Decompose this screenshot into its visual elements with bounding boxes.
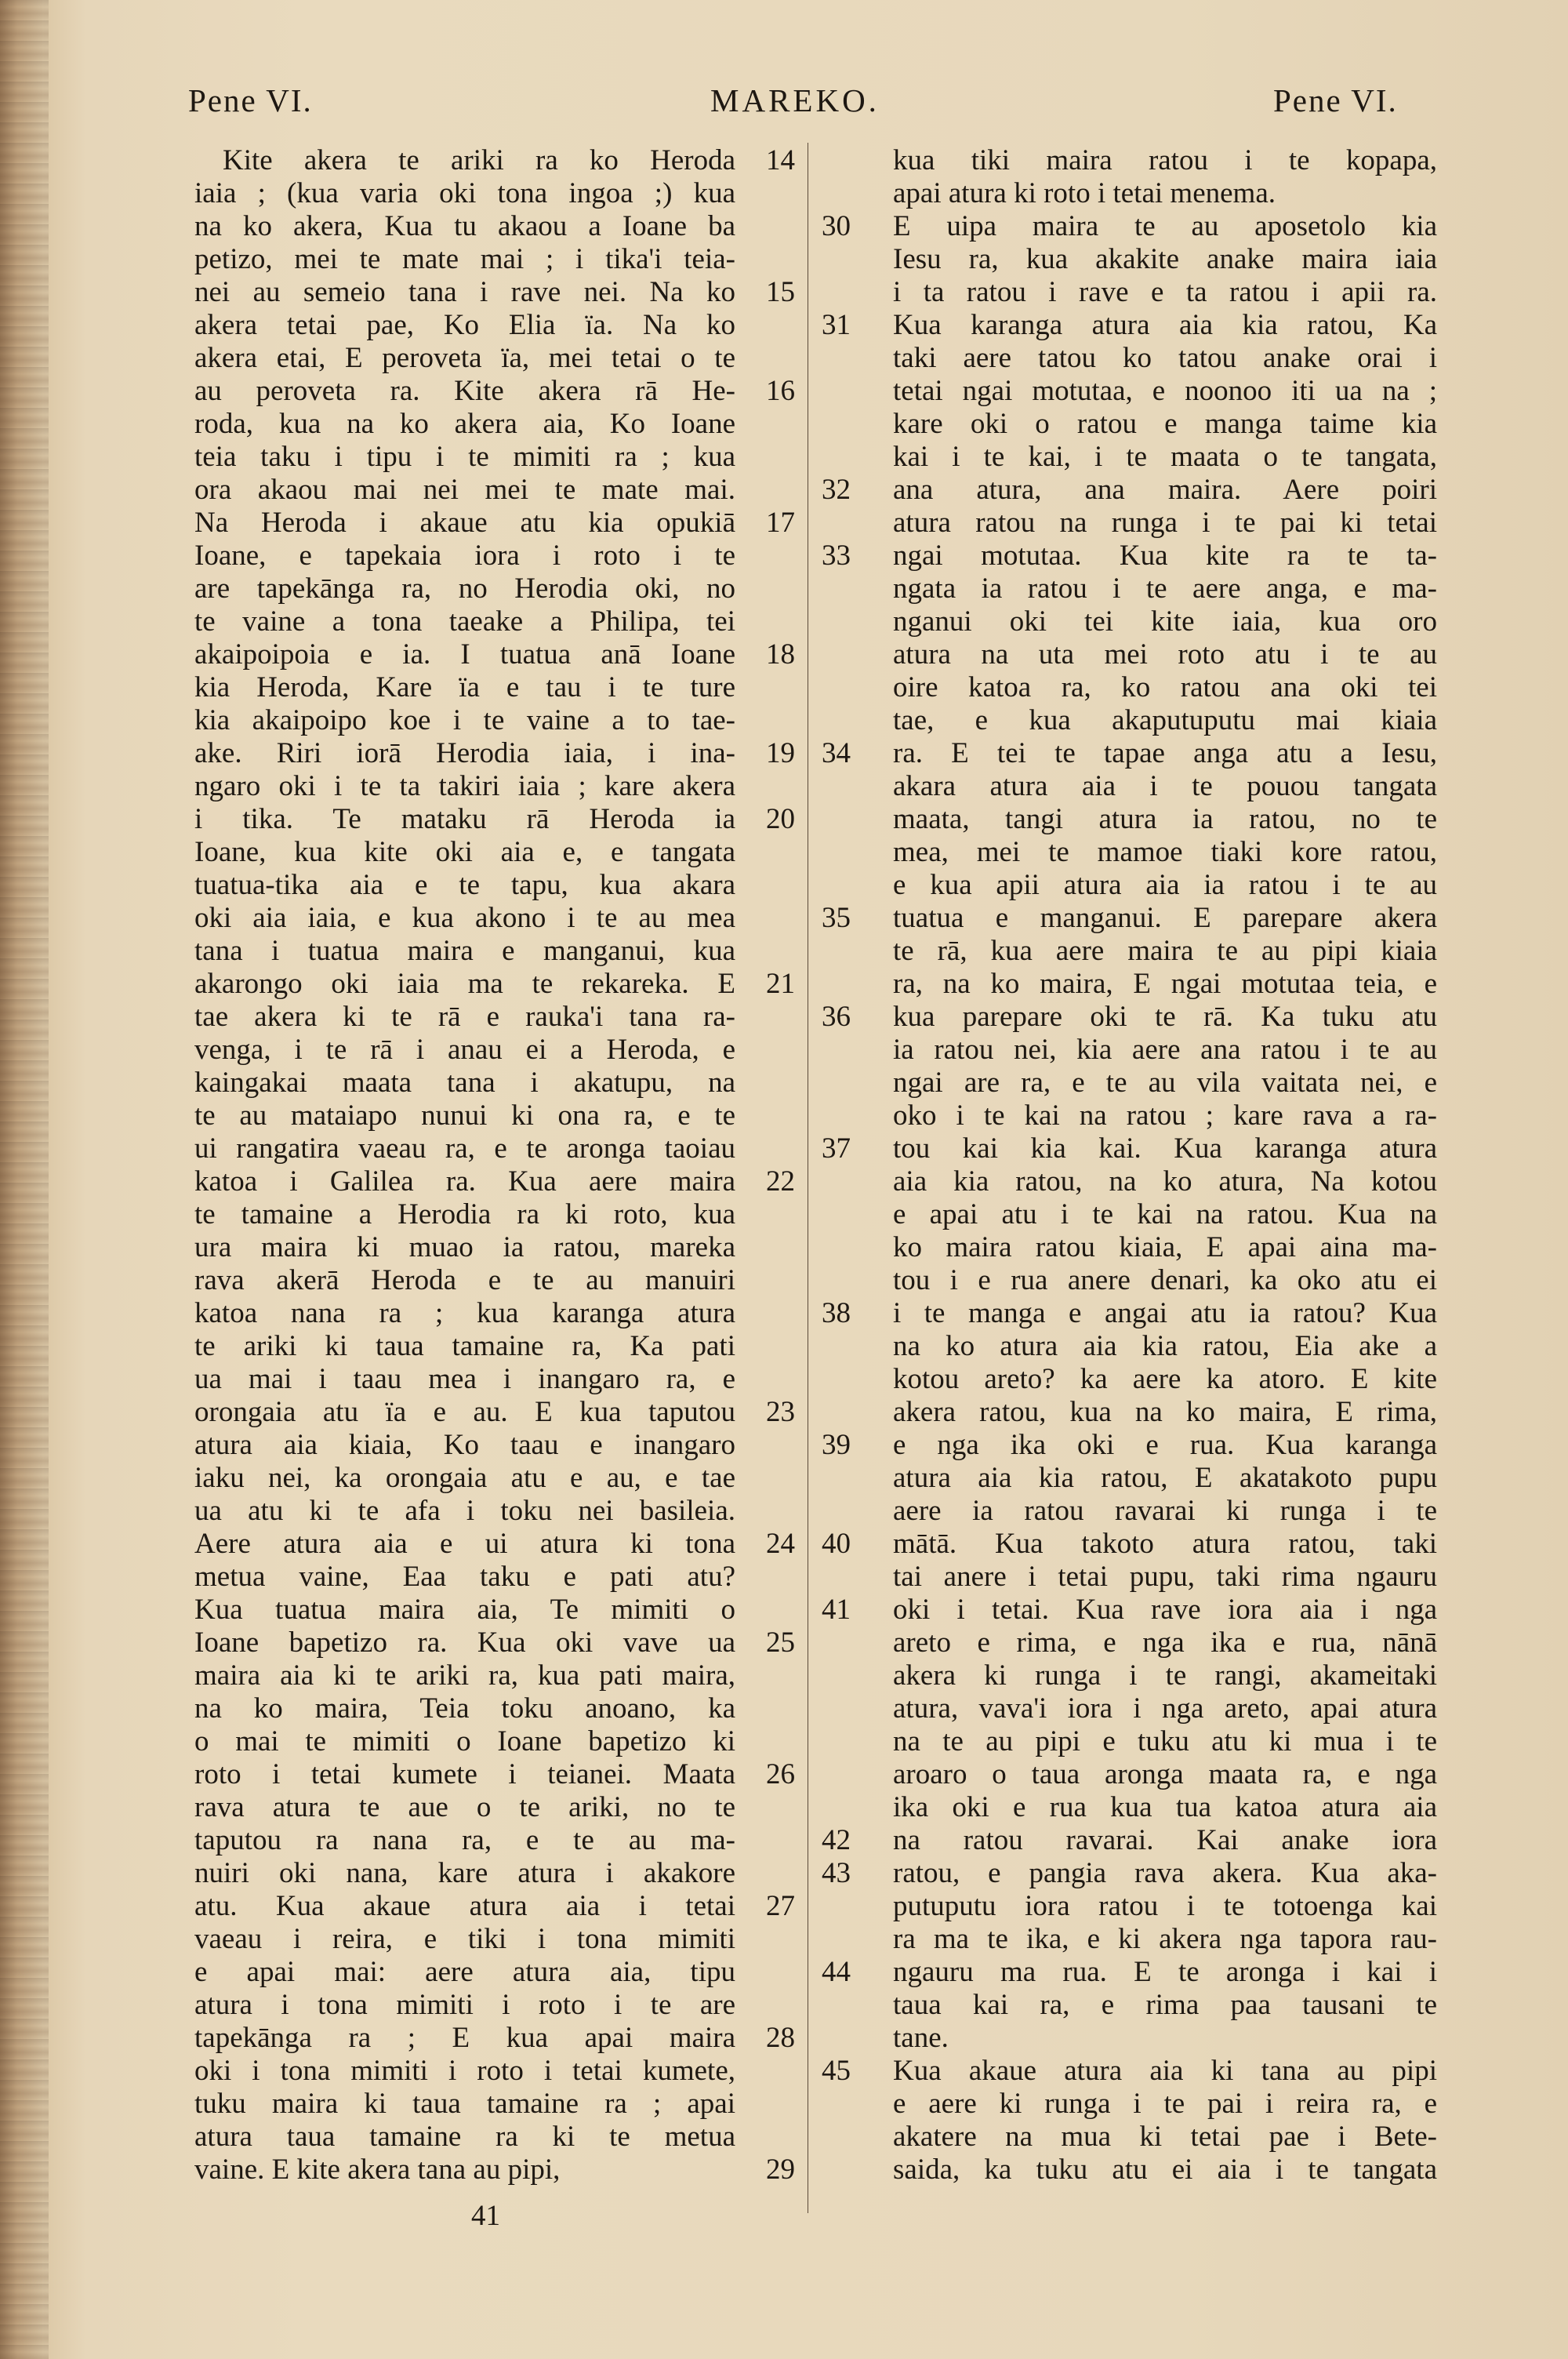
text-line <box>194 1034 798 1067</box>
text-line <box>822 1132 1439 1165</box>
text-line <box>857 441 1439 474</box>
text-line <box>194 2121 798 2154</box>
text-line <box>857 1627 1439 1659</box>
running-head-left: Pene VI. <box>188 82 313 118</box>
verse-number: 38 <box>822 1297 851 1329</box>
text-line <box>857 177 1439 210</box>
line-text: nuiri oki nana, kare atura i akakore <box>194 1857 735 1889</box>
line-text: oki i tona mimiti i roto i tetai kumete, <box>194 2055 735 2087</box>
text-line <box>822 737 1439 770</box>
text-line <box>857 1989 1439 2022</box>
line-text: areto e rima, e nga ika e rua, nānā <box>893 1627 1437 1659</box>
text-line <box>194 1857 798 1890</box>
text-line <box>194 2088 798 2121</box>
text-line <box>194 1330 798 1363</box>
text-line <box>194 1692 798 1725</box>
line-text: iaku nei, ka orongaia atu e au, e tae <box>194 1462 735 1494</box>
line-text: tana i tuatua maira e manganui, kua <box>194 935 735 967</box>
text-line <box>194 375 798 408</box>
text-line <box>857 572 1439 605</box>
verse-number: 17 <box>766 507 795 539</box>
text-line <box>194 1495 798 1528</box>
text-line <box>194 1165 798 1198</box>
line-text: aere ia ratou ravarai ki runga i te <box>893 1495 1437 1527</box>
text-line <box>822 1594 1439 1627</box>
line-text: te vaine a tona taeake a Philipa, tei <box>194 605 735 638</box>
text-line <box>857 1067 1439 1100</box>
line-text: vaine. E kite akera tana au pipi, <box>194 2154 561 2186</box>
line-text: Ioane, kua kite oki aia e, e tangata <box>194 836 735 868</box>
running-head-right: Pene VI. <box>1273 82 1398 118</box>
text-line <box>194 1297 798 1330</box>
text-line <box>194 605 798 638</box>
text-line <box>194 1264 798 1297</box>
line-text: mea, mei te mamoe tiaki kore ratou, <box>893 836 1437 868</box>
line-text: na te au pipi e tuku atu ki mua i te <box>893 1725 1437 1757</box>
verse-number: 34 <box>822 737 851 769</box>
line-text: akera tetai pae, Ko Elia ïa. Na ko <box>194 309 735 341</box>
line-text: atura i tona mimiti i roto i te are <box>194 1989 735 2021</box>
line-text: ia ratou nei, kia aere ana ratou i te au <box>893 1034 1437 1066</box>
text-line <box>857 770 1439 803</box>
line-text: atu. Kua akaue atura aia i tetai <box>194 1890 735 1922</box>
text-line <box>194 869 798 902</box>
line-text: mātā. Kua takoto atura ratou, taki <box>893 1528 1437 1560</box>
line-text: Na Heroda i akaue atu kia opukiā <box>194 507 735 539</box>
verse-number: 36 <box>822 1001 851 1033</box>
text-line <box>857 605 1439 638</box>
text-line <box>857 2022 1439 2055</box>
line-text: atura na uta mei roto atu i te au <box>893 638 1437 671</box>
line-text: te ariki ki taua tamaine ra, Ka pati <box>194 1330 735 1362</box>
line-text: orongaia atu ïa e au. E kua taputou <box>194 1396 735 1428</box>
text-line <box>194 671 798 704</box>
line-text: ana atura, ana maira. Aere poiri <box>893 474 1437 506</box>
verse-number: 25 <box>766 1627 795 1659</box>
text-line <box>857 1692 1439 1725</box>
text-line <box>822 1956 1439 1989</box>
text-line <box>194 408 798 441</box>
line-text: oki i tetai. Kua rave iora aia i nga <box>893 1594 1437 1626</box>
verse-number: 22 <box>766 1165 795 1198</box>
text-line <box>857 1462 1439 1495</box>
line-text: saida, ka tuku atu ei aia i te tangata <box>893 2154 1437 2186</box>
line-text: maira aia ki te ariki ra, kua pati maira, <box>194 1659 735 1692</box>
line-text: teia taku i tipu i te mimiti ra ; kua <box>194 441 735 473</box>
line-text: tane. <box>893 2022 949 2054</box>
verse-number: 21 <box>766 968 795 1000</box>
text-line <box>194 1528 798 1561</box>
line-text: kare oki o ratou e manga taime kia <box>893 408 1437 440</box>
line-text: iaia ; (kua varia oki tona ingoa ;) kua <box>194 177 735 209</box>
text-line <box>194 1956 798 1989</box>
line-text: kai i te kai, i te maata o te tangata, <box>893 441 1437 473</box>
text-line <box>822 309 1439 342</box>
line-text: atura aia kiaia, Ko taau e inangaro <box>194 1429 735 1461</box>
text-line <box>857 1791 1439 1824</box>
text-line <box>857 342 1439 375</box>
text-line <box>194 1594 798 1627</box>
line-text: o mai te mimiti o Ioane bapetizo ki <box>194 1725 735 1757</box>
text-line <box>194 902 798 935</box>
line-text: katoa nana ra ; kua karanga atura <box>194 1297 735 1329</box>
text-line <box>194 1725 798 1758</box>
line-text: taua kai ra, e rima paa tausani te <box>893 1989 1437 2021</box>
text-line <box>857 375 1439 408</box>
verse-number: 15 <box>766 276 795 308</box>
line-text: Kua akaue atura aia ki tana au pipi <box>893 2055 1437 2087</box>
line-text: akaipoipoia e ia. I tuatua anā Ioane <box>194 638 735 671</box>
line-text: ra ma te ika, e ki akera nga tapora rau- <box>893 1923 1437 1955</box>
line-text: akera ratou, kua na ko maira, E rima, <box>893 1396 1437 1428</box>
verse-number: 39 <box>822 1429 851 1461</box>
line-text: ngai are ra, e te au vila vaitata nei, e <box>893 1067 1437 1099</box>
line-text: ngata ia ratou i te aere anga, e ma- <box>893 572 1437 605</box>
text-line <box>857 2121 1439 2154</box>
text-line <box>857 935 1439 968</box>
line-text: ua mai i taau mea i inangaro ra, e <box>194 1363 735 1395</box>
text-line <box>857 1758 1439 1791</box>
text-line <box>194 1923 798 1956</box>
text-line <box>822 1001 1439 1034</box>
text-line <box>857 2154 1439 2186</box>
text-line <box>822 1857 1439 1890</box>
text-line <box>194 1396 798 1429</box>
text-line <box>194 704 798 737</box>
text-line <box>194 441 798 474</box>
text-line <box>194 1001 798 1034</box>
line-text: oki aia iaia, e kua akono i te au mea <box>194 902 735 934</box>
line-text: akera ki runga i te rangi, akameitaki <box>893 1659 1437 1692</box>
text-line <box>194 638 798 671</box>
verse-number: 27 <box>766 1890 795 1922</box>
verse-number: 43 <box>822 1857 851 1889</box>
text-line <box>194 342 798 375</box>
text-line <box>194 770 798 803</box>
verse-number: 37 <box>822 1132 851 1165</box>
line-text: atura ratou na runga i te pai ki tetai <box>893 507 1437 539</box>
verse-number: 26 <box>766 1758 795 1790</box>
line-text: tapekānga ra ; E kua apai maira <box>194 2022 735 2054</box>
text-line <box>194 144 798 177</box>
text-line <box>857 243 1439 276</box>
text-line <box>822 210 1439 243</box>
line-text: tuku maira ki taua tamaine ra ; apai <box>194 2088 735 2120</box>
text-line <box>194 210 798 243</box>
line-text: are tapekānga ra, no Herodia oki, no <box>194 572 735 605</box>
line-text: Ioane, e tapekaia iora i roto i te <box>194 540 735 572</box>
line-text: Kite akera te ariki ra ko Heroda <box>223 144 735 176</box>
line-text: tetai ngai motutaa, e noonoo iti ua na ; <box>893 375 1437 407</box>
text-line <box>857 1890 1439 1923</box>
line-text: metua vaine, Eaa taku e pati atu? <box>194 1561 735 1593</box>
line-text: ika oki e rua kua tua katoa atura aia <box>893 1791 1437 1823</box>
line-text: e nga ika oki e rua. Kua karanga <box>893 1429 1437 1461</box>
line-text: ngauru ma rua. E te aronga i kai i <box>893 1956 1437 1988</box>
line-text: apai atura ki roto i tetai menema. <box>893 177 1276 209</box>
line-text: na ko atura aia kia ratou, Eia ake a <box>893 1330 1437 1362</box>
text-line <box>194 1231 798 1264</box>
text-line <box>194 1890 798 1923</box>
verse-number: 30 <box>822 210 851 242</box>
line-text: kaingakai maata tana i akatupu, na <box>194 1067 735 1099</box>
line-text: taki aere tatou ko tatou anake orai i <box>893 342 1437 374</box>
verse-number: 35 <box>822 902 851 934</box>
line-text: rava akerā Heroda e te au manuiri <box>194 1264 735 1296</box>
text-line <box>822 1429 1439 1462</box>
line-text: akatere na mua ki tetai pae i Bete- <box>893 2121 1437 2153</box>
text-line <box>194 1561 798 1594</box>
book-binding-edge <box>0 0 49 2359</box>
text-line <box>822 540 1439 572</box>
line-text: putuputu iora ratou i te totoenga kai <box>893 1890 1437 1922</box>
line-text: e apai atu i te kai na ratou. Kua na <box>893 1198 1437 1230</box>
line-text: na ko maira, Teia toku anoano, ka <box>194 1692 735 1725</box>
line-text: akarongo oki iaia ma te rekareka. E <box>194 968 735 1000</box>
text-line <box>194 1758 798 1791</box>
text-line <box>857 1034 1439 1067</box>
text-line <box>857 1100 1439 1132</box>
text-line <box>194 935 798 968</box>
line-text: tae, e kua akaputuputu mai kiaia <box>893 704 1437 736</box>
verse-number: 16 <box>766 375 795 407</box>
line-text: i ta ratou i rave e ta ratou i apii ra. <box>893 276 1437 308</box>
text-line <box>857 803 1439 836</box>
line-text: ake. Riri iorā Herodia iaia, i ina- <box>194 737 735 769</box>
text-line <box>194 737 798 770</box>
line-text: ra. E tei te tapae anga atu a Iesu, <box>893 737 1437 769</box>
line-text: E uipa maira te au aposetolo kia <box>893 210 1437 242</box>
text-line <box>822 1297 1439 1330</box>
verse-number: 42 <box>822 1824 851 1856</box>
text-line <box>857 1231 1439 1264</box>
verse-number: 24 <box>766 1528 795 1560</box>
text-line <box>194 507 798 540</box>
line-text: ura maira ki muao ia ratou, mareka <box>194 1231 735 1263</box>
line-text: tuatua-tika aia e te tapu, kua akara <box>194 869 735 901</box>
running-head-title: MAREKO. <box>710 82 880 118</box>
line-text: tou kai kia kai. Kua karanga atura <box>893 1132 1437 1165</box>
text-line <box>194 309 798 342</box>
text-line <box>194 243 798 276</box>
line-text: akara atura aia i te pouou tangata <box>893 770 1437 802</box>
verse-number: 18 <box>766 638 795 671</box>
text-line <box>194 2055 798 2088</box>
line-text: ra, na ko maira, E ngai motutaa teia, e <box>893 968 1437 1000</box>
line-text: na ko akera, Kua tu akaou a Ioane ba <box>194 210 735 242</box>
text-line <box>857 1561 1439 1594</box>
verse-number: 19 <box>766 737 795 769</box>
text-line <box>194 1791 798 1824</box>
verse-number: 44 <box>822 1956 851 1988</box>
text-line <box>194 474 798 507</box>
line-text: Kua tuatua maira aia, Te mimiti o <box>194 1594 735 1626</box>
text-line <box>194 1363 798 1396</box>
text-line <box>857 1396 1439 1429</box>
text-line <box>857 1198 1439 1231</box>
line-text: tae akera ki te rā e rauka'i tana ra- <box>194 1001 735 1033</box>
line-text: taputou ra nana ra, e te au ma- <box>194 1824 735 1856</box>
text-line <box>857 671 1439 704</box>
text-line <box>194 1462 798 1495</box>
line-text: Aere atura aia e ui atura ki tona <box>194 1528 735 1560</box>
text-line <box>194 572 798 605</box>
line-text: au peroveta ra. Kite akera rā He- <box>194 375 735 407</box>
line-text: atura aia kia ratou, E akatakoto pupu <box>893 1462 1437 1494</box>
line-text: ko maira ratou kiaia, E apai aina ma- <box>893 1231 1437 1263</box>
line-text: Ioane bapetizo ra. Kua oki vave ua <box>194 1627 735 1659</box>
text-line <box>194 1429 798 1462</box>
text-line <box>194 803 798 836</box>
text-line <box>194 2022 798 2055</box>
text-line <box>857 1330 1439 1363</box>
text-line <box>194 2154 798 2186</box>
verse-number: 29 <box>766 2154 795 2186</box>
line-text: petizo, mei te mate mai ; i tika'i teia- <box>194 243 735 275</box>
text-line <box>822 1528 1439 1561</box>
line-text: e kua apii atura aia ia ratou i te au <box>893 869 1437 901</box>
text-line <box>194 177 798 210</box>
line-text: oire katoa ra, ko ratou ana oki tei <box>893 671 1437 703</box>
line-text: roto i tetai kumete i teianei. Maata <box>194 1758 735 1790</box>
text-line <box>822 474 1439 507</box>
text-line <box>194 1100 798 1132</box>
verse-number: 23 <box>766 1396 795 1428</box>
text-line <box>857 1923 1439 1956</box>
verse-number: 20 <box>766 803 795 835</box>
text-line <box>857 1165 1439 1198</box>
page-number: 41 <box>471 2200 500 2232</box>
text-line <box>194 1627 798 1659</box>
text-line <box>857 1659 1439 1692</box>
verse-number: 14 <box>766 144 795 176</box>
verse-number: 28 <box>766 2022 795 2054</box>
line-text: te tamaine a Herodia ra ki roto, kua <box>194 1198 735 1230</box>
line-text: rava atura te aue o te ariki, no te <box>194 1791 735 1823</box>
line-text: aroaro o taua aronga maata ra, e nga <box>893 1758 1437 1790</box>
text-line <box>194 540 798 572</box>
line-text: kua parepare oki te rā. Ka tuku atu <box>893 1001 1437 1033</box>
text-line <box>857 704 1439 737</box>
text-line <box>857 507 1439 540</box>
line-text: tai anere i tetai pupu, taki rima ngauru <box>893 1561 1437 1593</box>
line-text: akera etai, E peroveta ïa, mei tetai o te <box>194 342 735 374</box>
line-text: atura, vava'i iora i nga areto, apai atura <box>893 1692 1437 1725</box>
line-text: atura taua tamaine ra ki te metua <box>194 2121 735 2153</box>
text-line <box>194 1989 798 2022</box>
verse-number: 40 <box>822 1528 851 1560</box>
line-text: vaeau i reira, e tiki i tona mimiti <box>194 1923 735 1955</box>
text-line <box>822 1824 1439 1857</box>
line-text: i te manga e angai atu ia ratou? Kua <box>893 1297 1437 1329</box>
line-text: tou i e rua anere denari, ka oko atu ei <box>893 1264 1437 1296</box>
line-text: oko i te kai na ratou ; kare rava a ra- <box>893 1100 1437 1132</box>
line-text: ora akaou mai nei mei te mate mai. <box>194 474 735 506</box>
text-line <box>857 2088 1439 2121</box>
line-text: kia akaipoipo koe i te vaine a to tae- <box>194 704 735 736</box>
line-text: i tika. Te mataku rā Heroda ia <box>194 803 735 835</box>
text-line <box>194 1198 798 1231</box>
text-line <box>194 968 798 1001</box>
text-line <box>194 1132 798 1165</box>
line-text: tuatua e manganui. E parepare akera <box>893 902 1437 934</box>
line-text: e apai mai: aere atura aia, tipu <box>194 1956 735 1988</box>
right-text-column <box>822 144 1439 2186</box>
line-text: ua atu ki te afa i toku nei basileia. <box>194 1495 735 1527</box>
line-text: kia Heroda, Kare ïa e tau i te ture <box>194 671 735 703</box>
text-line <box>822 902 1439 935</box>
line-text: Iesu ra, kua akakite anake maira iaia <box>893 243 1437 275</box>
text-line <box>822 2055 1439 2088</box>
line-text: na ratou ravarai. Kai anake iora <box>893 1824 1437 1856</box>
verse-number: 33 <box>822 540 851 572</box>
line-text: nganui oki tei kite iaia, kua oro <box>893 605 1437 638</box>
line-text: kua tiki maira ratou i te kopapa, <box>893 144 1437 176</box>
text-line <box>857 1264 1439 1297</box>
left-text-column <box>194 144 798 2186</box>
text-line <box>857 1363 1439 1396</box>
line-text: ratou, e pangia rava akera. Kua aka- <box>893 1857 1437 1889</box>
line-text: te rā, kua aere maira te au pipi kiaia <box>893 935 1437 967</box>
verse-number: 31 <box>822 309 851 341</box>
text-line <box>857 144 1439 177</box>
text-line <box>857 968 1439 1001</box>
text-line <box>194 836 798 869</box>
line-text: kotou areto? ka aere ka atoro. E kite <box>893 1363 1437 1395</box>
line-text: te au mataiapo nunui ki ona ra, e te <box>194 1100 735 1132</box>
line-text: katoa i Galilea ra. Kua aere maira <box>194 1165 735 1198</box>
line-text: ui rangatira vaeau ra, e te aronga taoiau <box>194 1132 735 1165</box>
text-line <box>194 1824 798 1857</box>
text-line <box>857 869 1439 902</box>
line-text: roda, kua na ko akera aia, Ko Ioane <box>194 408 735 440</box>
text-line <box>194 276 798 309</box>
verse-number: 41 <box>822 1594 851 1626</box>
line-text: Kua karanga atura aia kia ratou, Ka <box>893 309 1437 341</box>
text-line <box>857 408 1439 441</box>
text-line <box>194 1067 798 1100</box>
text-line <box>857 836 1439 869</box>
line-text: nei au semeio tana i rave nei. Na ko <box>194 276 735 308</box>
line-text: e aere ki runga i te pai i reira ra, e <box>893 2088 1437 2120</box>
text-line <box>857 1725 1439 1758</box>
line-text: ngaro oki i te ta takiri iaia ; kare akera <box>194 770 735 802</box>
text-line <box>857 638 1439 671</box>
text-line <box>857 1495 1439 1528</box>
line-text: venga, i te rā i anau ei a Heroda, e <box>194 1034 735 1066</box>
verse-number: 45 <box>822 2055 851 2087</box>
line-text: maata, tangi atura ia ratou, no te <box>893 803 1437 835</box>
line-text: ngai motutaa. Kua kite ra te ta- <box>893 540 1437 572</box>
text-line <box>857 276 1439 309</box>
text-line <box>194 1659 798 1692</box>
verse-number: 32 <box>822 474 851 506</box>
line-text: aia kia ratou, na ko atura, Na kotou <box>893 1165 1437 1198</box>
